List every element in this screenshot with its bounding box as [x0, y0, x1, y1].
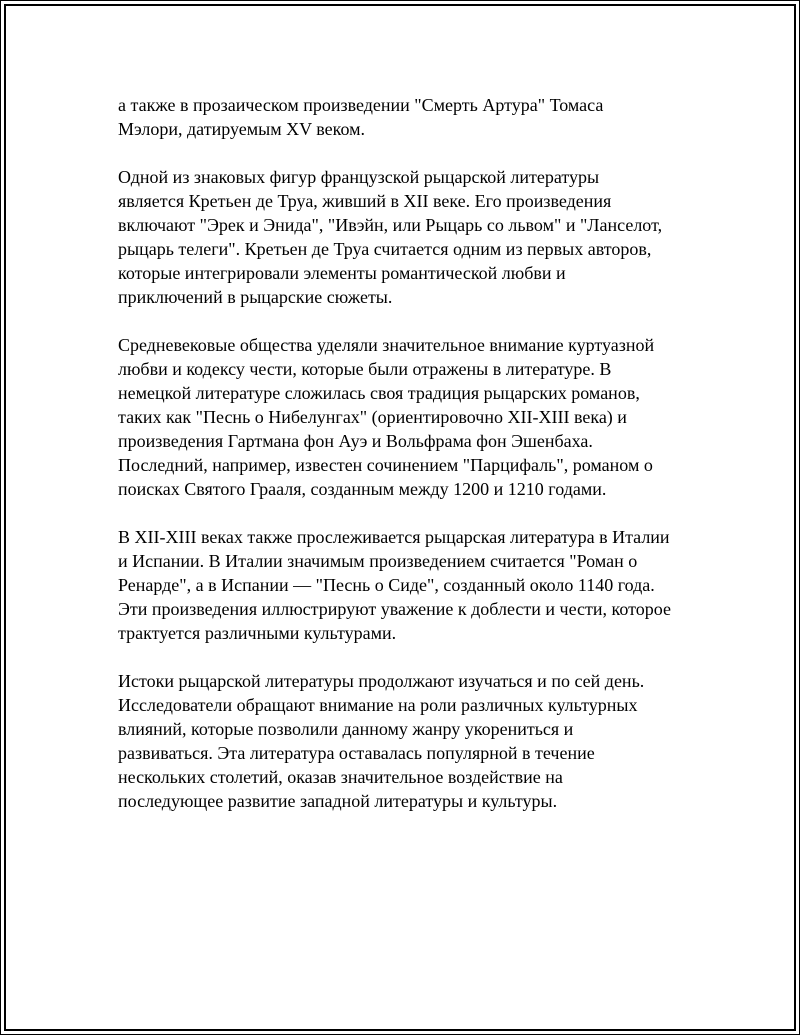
- paragraph-1: [118, 93, 708, 141]
- text-line: Одной из знаковых фигур французской рыцарской литературы: [118, 167, 600, 187]
- text-line: развиваться. Эта литература оставалась популярной в течение: [118, 743, 595, 763]
- text-line: последующее развитие западной литературы и культуры.: [118, 791, 558, 811]
- text-line: немецкой литературе сложилась своя традиция рыцарских романов,: [118, 383, 640, 403]
- text-line: включают "Эрек и Энида", "Ивэйн, или Рыцарь со львом" и "Ланселот,: [118, 215, 663, 235]
- text-line: нескольких столетий, оказав значительное воздействие на: [118, 767, 563, 787]
- text-line: влияний, которые позволили данному жанру укорениться и: [118, 719, 574, 739]
- text-line: произведения Гартмана фон Ауэ и Вольфрама фон Эшенбаха.: [118, 431, 593, 451]
- text-line: Средневековые общества уделяли значительное внимание куртуазной: [118, 335, 655, 355]
- text-line: Истоки рыцарской литературы продолжают изучаться и по сей день.: [118, 671, 645, 691]
- text-line: Последний, например, известен сочинением "Парцифаль", романом о: [118, 455, 653, 475]
- text-line: приключений в рыцарские сюжеты.: [118, 287, 393, 307]
- text-line: В XII-XIII веках также прослеживается рыцарская литература в Италии: [118, 527, 670, 547]
- text-line: трактуется различными культурами.: [118, 623, 397, 643]
- text-line: Ренарде", а в Испании — "Песнь о Сиде", созданный около 1140 года.: [118, 575, 655, 595]
- paragraph-5: [118, 669, 708, 813]
- text-line: поисках Святого Грааля, созданным между 1200 и 1210 годами.: [118, 479, 607, 499]
- document-body: [118, 93, 708, 837]
- text-line: Эти произведения иллюстрируют уважение к доблести и чести, которое: [118, 599, 671, 619]
- text-line: таких как "Песнь о Нибелунгах" (ориентировочно XII-XIII века) и: [118, 407, 627, 427]
- text-line: рыцарь телеги". Кретьен де Труа считается одним из первых авторов,: [118, 239, 652, 259]
- text-line: и Испании. В Италии значимым произведением считается "Роман о: [118, 551, 638, 571]
- paragraph-4: [118, 525, 708, 645]
- text-line: которые интегрировали элементы романтической любви и: [118, 263, 566, 283]
- paragraph-3: [118, 333, 708, 501]
- paragraph-2: [118, 165, 708, 309]
- text-line: любви и кодексу чести, которые были отражены в литературе. В: [118, 359, 612, 379]
- text-line: Мэлори, датируемым XV веком.: [118, 119, 366, 139]
- text-line: является Кретьен де Труа, живший в XII веке. Его произведения: [118, 191, 612, 211]
- text-line: Исследователи обращают внимание на роли различных культурных: [118, 695, 638, 715]
- text-line: а также в прозаическом произведении "Смерть Артура" Томаса: [118, 95, 604, 115]
